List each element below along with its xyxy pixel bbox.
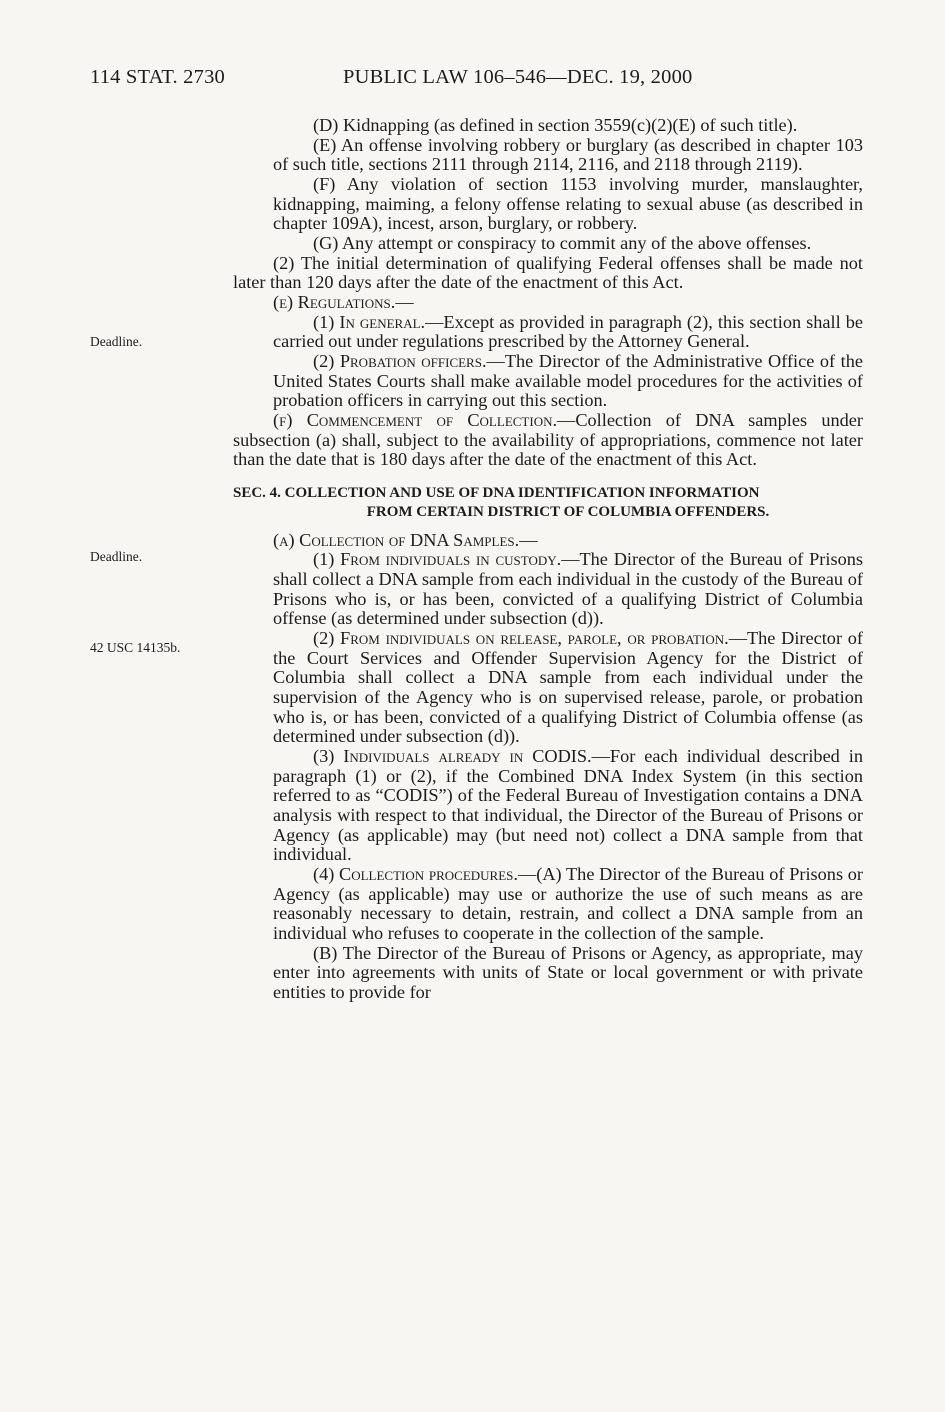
a3-text: —For each individual described in paragraph (1) or (2), if the Combined DNA Index System (in this section referred to as “CODIS”) of the Federal Bureau of Investigation contains a DNA analysis with respect to that individual, the Director of the Bureau of Prisons or Agency (as applicable) may (but need not) collect a DNA sample from that individual. [273,746,863,865]
a1-heading: (1) From individuals in custody. [313,549,562,570]
paragraph-a4 [233,865,863,944]
f-text: —Collection of DNA samples under subsection (a) shall, subject to the availability of appropriations, commence not later than the date that is 180 days after the date of the enactment of this Act. [233,409,863,470]
a3-heading: (3) Individuals already in CODIS. [313,746,592,767]
statute-body [233,116,863,1003]
margin-note-deadline: Deadline. [90,334,143,349]
paragraph-2-determination: (2) The initial determination of qualifying Federal offenses shall be made not later than 120 days after the date of the enactment of this Act. [233,252,863,293]
paragraph-a4b: (B) The Director of the Bureau of Prisons or Agency, as appropriate, may enter into agreements with units of State or local government or with private entities to provide for [273,942,863,1002]
regulations-heading: (e) Regulations.— [273,291,414,312]
section-4-line1: SEC. 4. COLLECTION AND USE OF DNA IDENTIFICATION INFORMATION [233,484,760,501]
paragraph-e1 [233,313,863,352]
subsection-f [233,411,863,470]
a2-heading: (2) From individuals on release, parole, or probation. [313,628,729,649]
margin-note-usc-citation: 42 USC 14135b. [90,640,181,655]
collection-heading: (a) Collection of DNA Samples.— [273,529,538,550]
paragraph-e2 [233,352,863,411]
paragraph-a1 [233,550,863,629]
margin-note-deadline: Deadline. [90,549,143,564]
a2-text: —The Director of the Court Services and Offender Supervision Agency for the District of Columbia shall collect a DNA sample from each individual under the supervision of the Agency who is on supervised release, parole, or probation who is, or has been, convicted of a qualifying District of Columbia offense (as determined under subsection (d)). [273,628,864,747]
stat-citation: 114 STAT. 2730 [90,66,225,88]
paragraph-f-violation: (F) Any violation of section 1153 involving murder, manslaughter, kidnapping, maiming, a felony offense relating to sexual abuse (as described in chapter 109A), incest, arson, burglary, or robbery. [273,173,863,234]
e1-text: —Except as provided in paragraph (2), this section shall be carried out under regulations prescribed by the Attorney General. [273,311,863,352]
subsection-a-heading [233,531,863,551]
public-law-title: PUBLIC LAW 106–546—DEC. 19, 2000 [343,66,693,88]
subsection-e-heading [233,293,863,313]
e2-heading: (2) Probation officers. [313,350,487,371]
section-4-heading [233,484,863,523]
paragraph-a2 [233,629,863,747]
paragraph-a3 [233,747,863,865]
paragraph-d-kidnapping: (D) Kidnapping (as defined in section 3559(c)(2)(E) of such title). [313,115,798,135]
paragraph-e-robbery: (E) An offense involving robbery or burglary (as described in chapter 103 of such title, sections 2111 through 2114, 2116, and 2118 through 2119). [273,134,863,175]
section-4-line2: FROM CERTAIN DISTRICT OF COLUMBIA OFFENDERS. [366,504,770,521]
e1-heading: (1) In general. [313,311,426,332]
e2-text: —The Director of the Administrative Office of the United States Courts shall make available model procedures for the activities of probation officers in carrying out this section. [273,350,863,411]
a4-text: —(A) The Director of the Bureau of Prisons or Agency (as applicable) may use or authorize the use of such means as are reasonably necessary to detain, restrain, and collect a DNA sample from an individual who refuses to cooperate in the collection of the sample. [273,863,864,943]
f-heading: (f) Commencement of Collection. [273,409,558,430]
a4-heading: (4) Collection procedures. [313,863,518,884]
paragraph-g-attempt: (G) Any attempt or conspiracy to commit any of the above offenses. [313,232,812,253]
a1-text: —The Director of the Bureau of Prisons shall collect a DNA sample from each individual in the custody of the Bureau of Prisons who is, or has been, convicted of a qualifying District of Columbia offense (as determined under subsection (d)). [273,549,863,629]
